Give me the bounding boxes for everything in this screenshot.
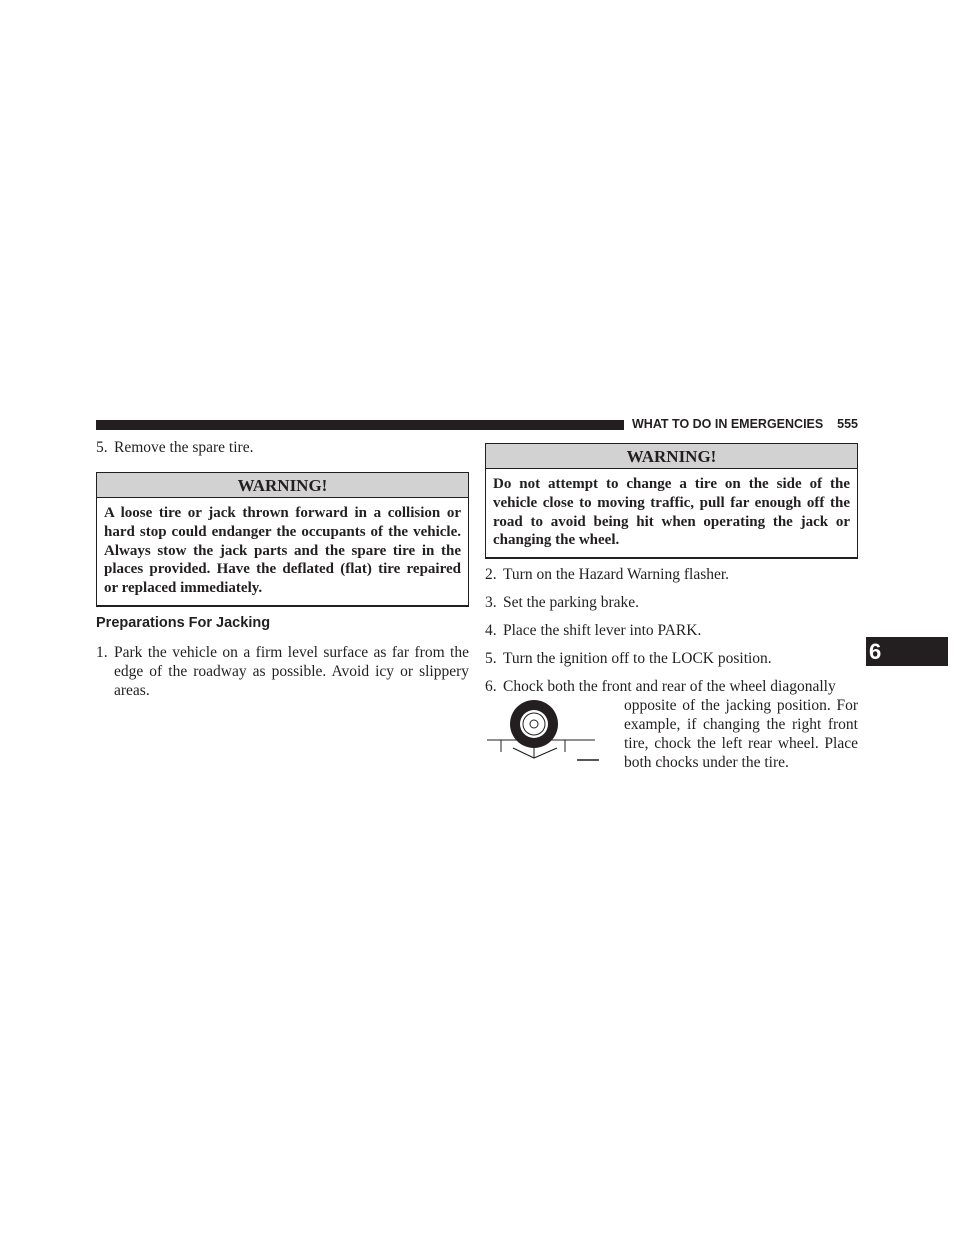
warning-title: WARNING! xyxy=(486,444,857,469)
step-number: 4. xyxy=(485,622,497,640)
header-rule xyxy=(96,420,624,430)
step-number: 5. xyxy=(485,650,497,668)
step-text: Chock both the front and rear of the wheel diagonally xyxy=(503,678,836,696)
step-number: 1. xyxy=(96,643,108,661)
step-park-vehicle xyxy=(96,643,469,700)
step-ignition xyxy=(485,649,858,668)
step-remove-spare xyxy=(96,438,469,457)
step-text: Remove the spare tire. xyxy=(114,439,254,456)
step-shift-lever xyxy=(485,621,858,640)
chapter-tab: 6 xyxy=(866,637,948,666)
step-text: Park the vehicle on a firm level surface as far from the edge of the roadway as possible. Avoid icy or slippery areas. xyxy=(114,643,469,699)
step-number: 2. xyxy=(485,566,497,584)
step-text: Set the parking brake. xyxy=(503,594,640,612)
step-text: Place the shift lever into PARK. xyxy=(503,622,702,640)
right-column xyxy=(485,443,858,772)
step-number: 3. xyxy=(485,594,497,612)
step-text: Turn the ignition off to the LOCK position. xyxy=(503,650,772,668)
step-hazard xyxy=(485,565,858,584)
warning-box-traffic xyxy=(485,443,858,559)
step-number: 6. xyxy=(485,678,497,696)
step-number: 5. xyxy=(96,439,108,456)
page-number: 555 xyxy=(837,417,858,431)
step-text-continued: opposite of the jacking position. For example, if changing the right front tire, chock the left rear wheel. Place both chocks under the tire. xyxy=(624,697,858,772)
chock-illustration-row xyxy=(485,696,858,772)
wheel-chock-illustration xyxy=(485,696,601,768)
step-parking-brake xyxy=(485,593,858,612)
warning-body: Do not attempt to change a tire on the side of the vehicle close to moving traffic, pull far enough off the road to avoid being hit when operating the jack or changing the wheel. xyxy=(493,476,850,549)
warning-box-stow xyxy=(96,472,469,607)
running-header xyxy=(632,417,858,431)
warning-body: A loose tire or jack thrown forward in a collision or hard stop could endanger the occupants of the vehicle. Always stow the jack parts and the spare tire in the places provided. Have the deflated (flat) tire repaired or replaced immediately. xyxy=(104,505,461,597)
warning-title: WARNING! xyxy=(97,473,468,498)
section-title: WHAT TO DO IN EMERGENCIES xyxy=(632,417,824,431)
left-column xyxy=(96,438,469,700)
step-chock-wheel xyxy=(485,677,858,696)
step-text: Turn on the Hazard Warning flasher. xyxy=(503,566,730,584)
section-heading: Preparations For Jacking xyxy=(96,614,271,631)
